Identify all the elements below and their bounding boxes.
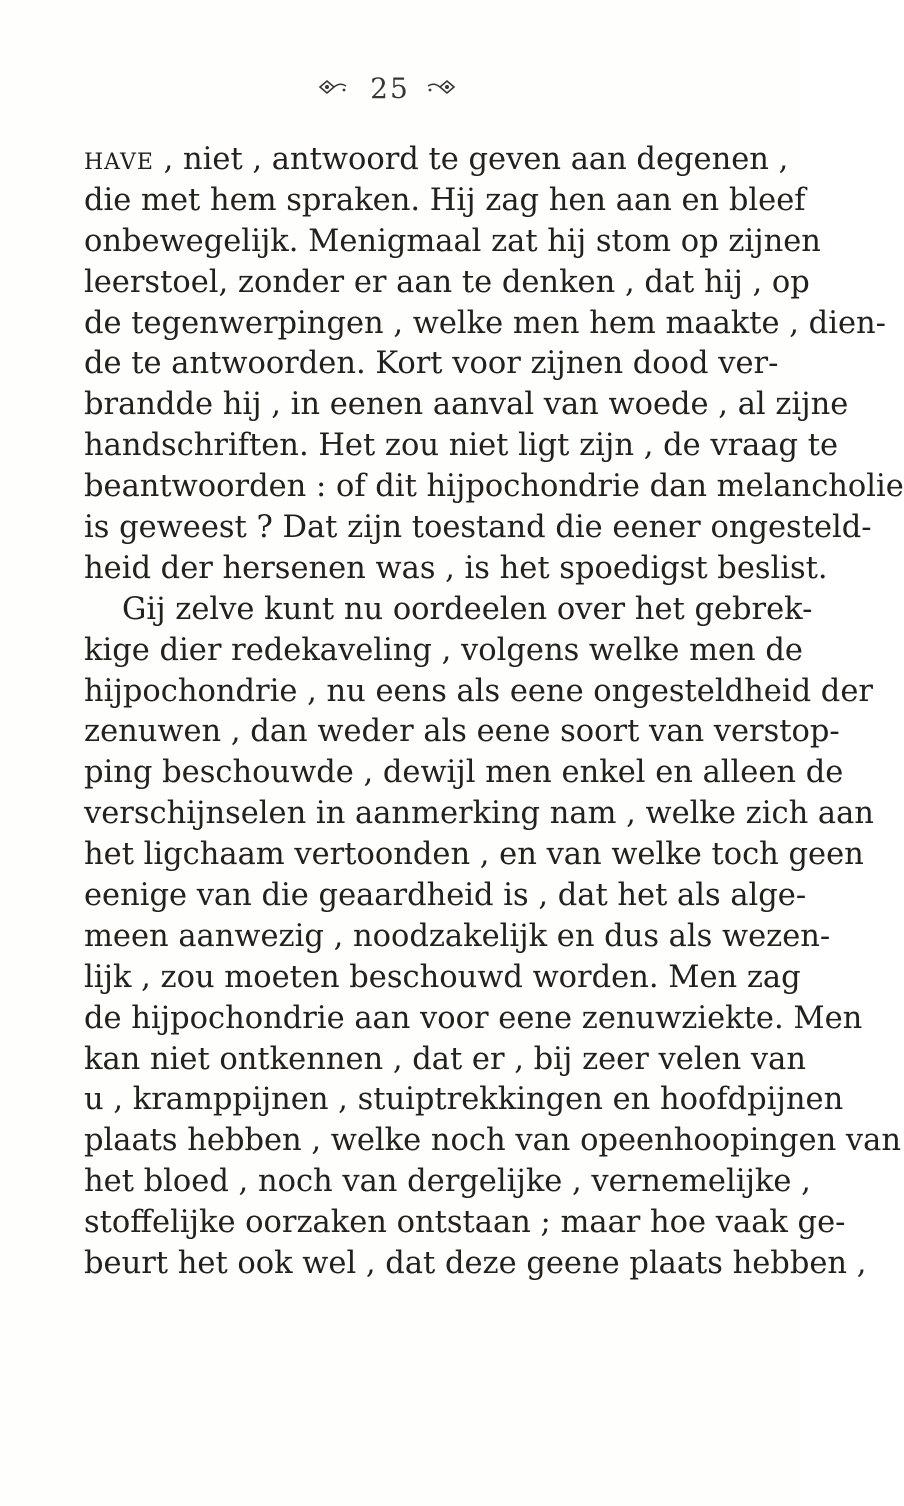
text-line: eenige van die geaardheid is , dat het als alge- — [84, 878, 807, 914]
text-line: kige dier redekaveling , volgens welke men de — [84, 632, 803, 668]
text-line: heid der hersenen was , is het spoedigst beslist. — [84, 550, 828, 586]
text-line: stoffelijke oorzaken ontstaan ; maar hoe vaak ge- — [84, 1205, 846, 1241]
text-line: de tegenwerpingen , welke men hem maakte , dien- — [84, 305, 886, 341]
text-line: de te antwoorden. Kort voor zijnen dood ver- — [84, 346, 779, 382]
text-line: is geweest ? Dat zijn toestand die eener ongesteld- — [84, 510, 872, 546]
text-line: het bloed , noch van dergelijke , vernemelijke , — [84, 1164, 811, 1200]
text-line: het ligchaam vertoonden , en van welke toch geen — [84, 837, 864, 873]
text-line: de hijpochondrie aan voor eene zenuwziekte. Men — [84, 1000, 863, 1036]
body-text — [84, 140, 904, 1285]
text-line-paragraph-start: Gij zelve kunt nu oordeelen over het gebrek- — [122, 591, 813, 627]
text-line: lijk , zou moeten beschouwd worden. Men zag — [84, 959, 801, 995]
ornament-right-icon — [426, 78, 456, 96]
text-line: plaats hebben , welke noch van opeenhoopingen van — [84, 1123, 901, 1159]
text-line: verschijnselen in aanmerking nam , welke zich aan — [84, 796, 874, 832]
text-line: ping beschouwde , dewijl men enkel en alleen de — [84, 755, 844, 791]
text-line: beurt het ook wel , dat deze geene plaats hebben , — [84, 1246, 867, 1282]
text-line: beantwoorden : of dit hijpochondrie dan melancholie — [84, 469, 904, 505]
text-line: hijpochondrie , nu eens als eene ongesteldheid der — [84, 673, 873, 709]
page-header — [0, 70, 800, 110]
text-line: leerstoel, zonder er aan te denken , dat hij , op — [84, 264, 810, 300]
text-line: zenuwen , dan weder als eene soort van verstop- — [84, 714, 840, 750]
text-line: meen aanwezig , noodzakelijk en dus als wezen- — [84, 918, 831, 954]
text-line: die met hem spraken. Hij zag hen aan en bleef — [84, 182, 806, 218]
text-line: handschriften. Het zou niet ligt zijn , de vraag te — [84, 428, 839, 464]
text-line: brandde hij , in eenen aanval van woede , al zijne — [84, 387, 849, 423]
text-line: onbewegelijk. Menigmaal zat hij stom op zijnen — [84, 223, 821, 259]
text-line-rest: , niet , antwoord te geven aan degenen , — [153, 142, 789, 177]
text-line-first — [84, 140, 789, 181]
ornament-left-icon — [318, 78, 348, 96]
text-lead-word: HAVE — [84, 150, 154, 175]
text-line: u , kramppijnen , stuiptrekkingen en hoofdpijnen — [84, 1082, 844, 1118]
text-line: kan niet ontkennen , dat er , bij zeer velen van — [84, 1041, 806, 1077]
page-number: 25 — [370, 72, 410, 105]
